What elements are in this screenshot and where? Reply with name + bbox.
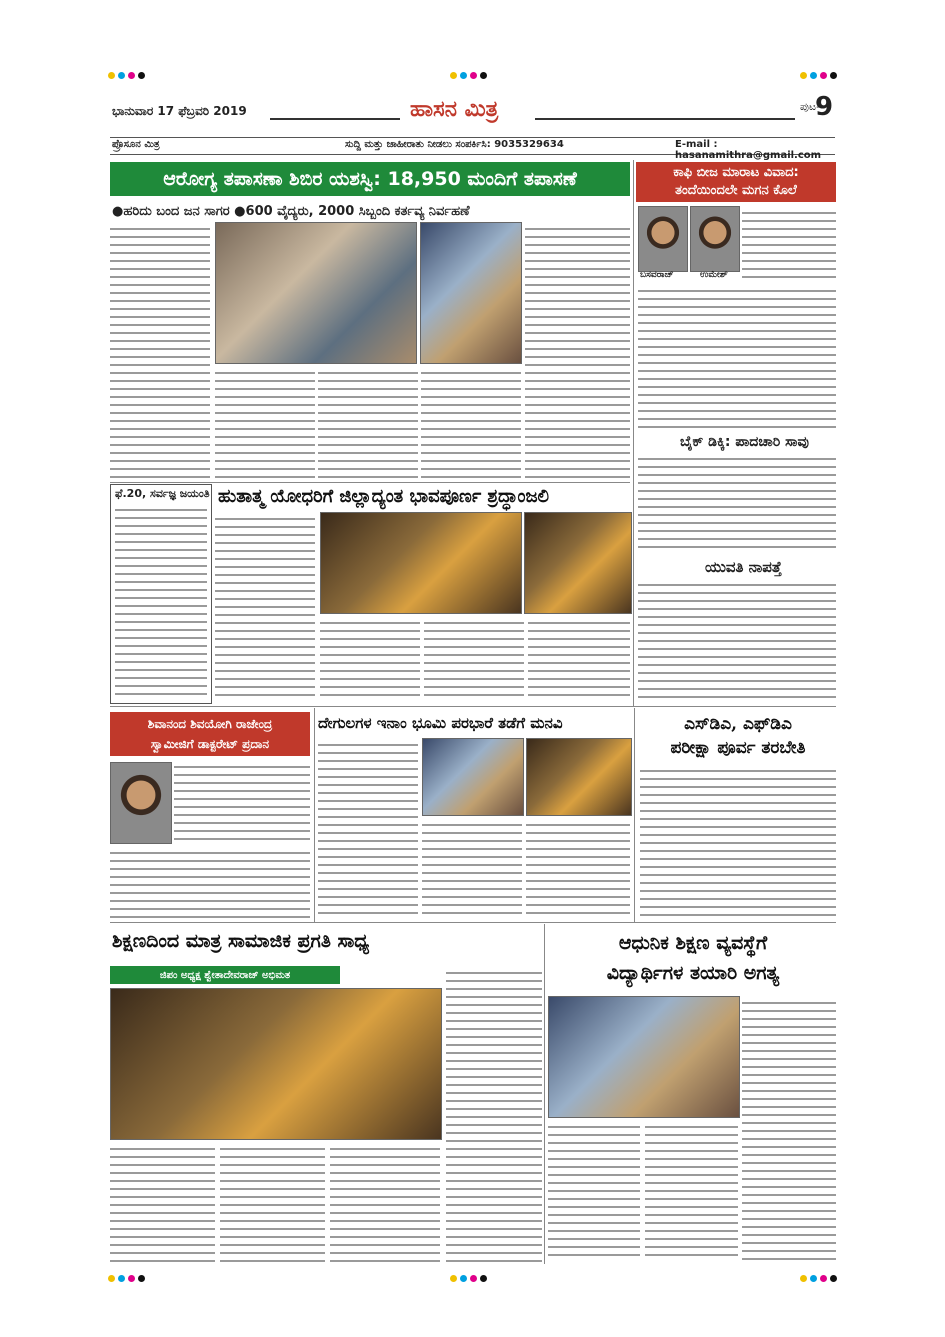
temple-column-2 <box>422 818 522 918</box>
coffee-photo-father <box>638 206 688 272</box>
temple-photo-2 <box>526 738 632 816</box>
sda-headline-2: ಪರೀಕ್ಷಾ ಪೂರ್ವ ತರಬೇತಿ <box>670 738 806 758</box>
bike-accident-text <box>638 452 836 552</box>
modern-education-headline-box <box>548 928 838 988</box>
tribute-column-4 <box>528 616 630 702</box>
tribute-column-1 <box>215 512 315 702</box>
education-social-photo <box>110 988 442 1140</box>
contact-bar <box>110 137 835 161</box>
coffee-caption-2: ಉಮೇಶ್ <box>700 270 728 280</box>
reg-dot-yellow <box>108 72 115 79</box>
header-rule-left <box>270 118 400 120</box>
coffee-headline-box <box>636 162 836 202</box>
reg-dot-magenta <box>820 1275 827 1282</box>
education-social-tag: ಜಿಪಂ ಅಧ್ಯಕ್ಷ ಶ್ವೇತಾದೇವರಾಜ್ ಅಭಿಮತ <box>110 966 340 984</box>
missing-text <box>638 578 836 704</box>
subbar-email: E-mail : hasanamithra@gmail.com <box>675 139 822 161</box>
subbar-contact: ಸುದ್ದಿ ಮತ್ತು ಜಾಹೀರಾತು ನೀಡಲು ಸಂಪರ್ಕಿಸಿ: 9035329634 <box>345 139 564 150</box>
coffee-headline-1: ಕಾಫಿ ಬೀಜ ಮಾರಾಟ ವಿವಾದ: <box>673 165 799 180</box>
shivananda-headline-2: ಸ್ವಾಮೀಜಿಗೆ ಡಾಕ್ಟರೇಟ್ ಪ್ರದಾನ <box>150 737 270 751</box>
coffee-caption-1: ಬಸವರಾಜ್ <box>640 270 674 280</box>
health-camp-column-2 <box>215 366 315 480</box>
health-camp-photo-1 <box>215 222 417 364</box>
modern-education-headline-1: ಆಧುನಿಕ ಶಿಕ್ಷಣ ವ್ಯವಸ್ಥೆಗೆ <box>618 932 768 954</box>
shivananda-photo <box>110 762 172 844</box>
tribute-photo-1 <box>320 512 522 614</box>
page-number: 9 <box>815 92 834 122</box>
sarvajna-box <box>110 484 212 704</box>
shivananda-text-2 <box>110 846 310 918</box>
temple-column-3 <box>526 818 630 918</box>
temple-headline: ದೇಗುಲಗಳ ಇನಾಂ ಭೂಮಿ ಪರಭಾರೆ ತಡೆಗೆ ಮನವಿ <box>318 714 563 732</box>
header-rule-right <box>535 118 795 120</box>
education-social-column-3 <box>330 1142 440 1262</box>
sarvajna-headline: ಫೆ.20, ಸರ್ವಜ್ಞ ಜಯಂತಿ <box>115 487 210 500</box>
temple-column-1 <box>318 738 418 918</box>
tribute-photo-2 <box>524 512 632 614</box>
coffee-text-1 <box>742 206 836 282</box>
rule <box>110 482 630 483</box>
modern-education-column-1 <box>548 1120 640 1262</box>
reg-dot-cyan <box>810 72 817 79</box>
health-camp-photo-2 <box>420 222 522 364</box>
tribute-column-2 <box>320 616 420 702</box>
health-camp-subhead: ●ಹರಿದು ಬಂದ ಜನ ಸಾಗರ ●600 ವೈದ್ಯರು, 2000 ಸಿಬ್ಬಂದಿ ಕರ್ತವ್ಯ ನಿರ್ವಹಣೆ <box>112 204 470 219</box>
reg-dot-yellow <box>108 1275 115 1282</box>
reg-dot-magenta <box>470 72 477 79</box>
health-camp-column-1 <box>110 222 210 480</box>
issue-date: ಭಾನುವಾರ 17 ಫೆಬ್ರವರಿ 2019 <box>112 104 247 118</box>
reg-dot-magenta <box>128 72 135 79</box>
tribute-column-3 <box>424 616 524 702</box>
modern-education-column-3 <box>742 996 836 1262</box>
education-social-column-4 <box>446 966 542 1262</box>
reg-dot-magenta <box>470 1275 477 1282</box>
rule <box>110 706 836 707</box>
bike-accident-headline: ಬೈಕ್ ಡಿಕ್ಕಿ: ಪಾದಚಾರಿ ಸಾವು <box>680 434 809 450</box>
sda-text <box>640 764 836 918</box>
sarvajna-text <box>115 503 207 699</box>
reg-dot-magenta <box>128 1275 135 1282</box>
missing-headline: ಯುವತಿ ನಾಪತ್ತೆ <box>705 558 782 576</box>
rule <box>633 160 634 706</box>
coffee-headline-2: ತಂದೆಯಿಂದಲೇ ಮಗನ ಕೊಲೆ <box>675 183 797 198</box>
rule <box>634 708 635 922</box>
modern-education-column-2 <box>645 1120 738 1262</box>
reg-dot-magenta <box>820 72 827 79</box>
reg-dot-black <box>830 1275 837 1282</box>
health-camp-column-5 <box>525 222 630 480</box>
page-label: ಪುಟ- <box>800 100 821 113</box>
reg-dot-yellow <box>450 72 457 79</box>
tribute-headline: ಹುತಾತ್ಮ ಯೋಧರಿಗೆ ಜಿಲ್ಲಾದ್ಯಂತ ಭಾವಪೂರ್ಣ ಶ್ರದ್ಧಾಂಜಲಿ <box>218 486 550 507</box>
reg-dot-yellow <box>800 1275 807 1282</box>
subbar-left: ಪ್ರೊಸೂನ ಮಿತ್ರ <box>112 139 160 150</box>
reg-dot-yellow <box>450 1275 457 1282</box>
modern-education-photo <box>548 996 740 1118</box>
education-social-column-2 <box>220 1142 325 1262</box>
reg-dot-black <box>480 72 487 79</box>
shivananda-text-1 <box>174 760 310 842</box>
education-social-column-1 <box>110 1142 215 1262</box>
reg-dot-cyan <box>810 1275 817 1282</box>
rule <box>314 708 315 922</box>
reg-dot-cyan <box>460 72 467 79</box>
sda-headline-1: ಎಸ್‌ಡಿಎ, ಎಫ್‌ಡಿಎ <box>684 714 792 734</box>
reg-dot-cyan <box>118 72 125 79</box>
coffee-photo-son <box>690 206 740 272</box>
temple-photo-1 <box>422 738 524 816</box>
reg-dot-cyan <box>118 1275 125 1282</box>
reg-dot-black <box>830 72 837 79</box>
education-social-headline: ಶಿಕ್ಷಣದಿಂದ ಮಾತ್ರ ಸಾಮಾಜಿಕ ಪ್ರಗತಿ ಸಾಧ್ಯ <box>112 930 370 952</box>
health-camp-column-4 <box>421 366 521 480</box>
health-camp-headline: ಆರೋಗ್ಯ ತಪಾಸಣಾ ಶಿಬಿರ ಯಶಸ್ವಿ: 18,950 ಮಂದಿಗೆ ತಪಾಸಣೆ <box>110 162 630 196</box>
health-camp-column-3 <box>318 366 418 480</box>
shivananda-headline-box <box>110 712 310 756</box>
reg-dot-black <box>138 1275 145 1282</box>
sda-headline-box <box>640 712 836 760</box>
modern-education-headline-2: ವಿದ್ಯಾರ್ಥಿಗಳ ತಯಾರಿ ಅಗತ್ಯ <box>606 962 780 984</box>
coffee-text-2 <box>638 284 836 432</box>
rule <box>110 922 836 923</box>
rule <box>544 924 545 1264</box>
reg-dot-yellow <box>800 72 807 79</box>
reg-dot-black <box>480 1275 487 1282</box>
reg-dot-cyan <box>460 1275 467 1282</box>
shivananda-headline-1: ಶಿವಾನಂದ ಶಿವಯೋಗಿ ರಾಜೇಂದ್ರ <box>147 717 273 731</box>
reg-dot-black <box>138 72 145 79</box>
paper-name: ಹಾಸನ ಮಿತ್ರ <box>410 96 499 122</box>
